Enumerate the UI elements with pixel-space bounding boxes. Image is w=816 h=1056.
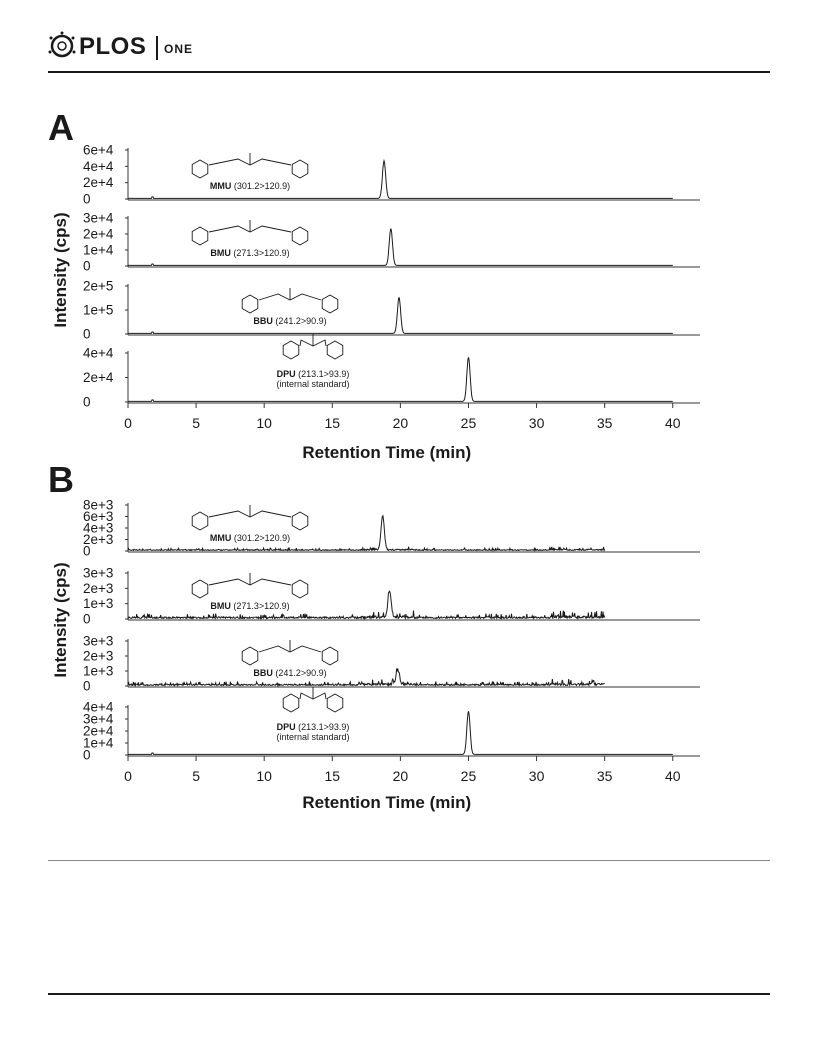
compound-name: MMU (209, 533, 232, 543)
chromatogram-line (128, 357, 673, 401)
x-tick-label: 10 (256, 415, 272, 431)
panel-label: B (48, 459, 74, 500)
chromatogram-line (128, 669, 605, 686)
molecule-structure-icon (242, 640, 338, 665)
x-tick-label: 20 (392, 415, 409, 431)
chromatogram-line (128, 298, 673, 334)
x-axis-label: Retention Time (min) (302, 793, 472, 812)
compound-label (253, 316, 326, 326)
y-tick-label: 6e+4 (83, 142, 114, 158)
x-tick-label: 0 (124, 415, 132, 431)
trace-dpu (83, 687, 700, 763)
x-tick-label: 0 (124, 768, 132, 784)
trace-bmu (83, 566, 700, 627)
compound-name: BMU (210, 601, 231, 611)
x-tick-label: 25 (460, 415, 477, 431)
compound-label (210, 248, 289, 258)
compound-label (210, 601, 289, 611)
y-tick-label: 2e+3 (83, 532, 114, 547)
mrm-transition: (241.2>90.9) (272, 316, 327, 326)
y-tick-label: 0 (83, 258, 91, 274)
compound-name: BBU (253, 316, 273, 326)
y-tick-label: 2e+4 (83, 226, 114, 242)
molecule-structure-icon (192, 220, 308, 245)
y-tick-label: 2e+4 (83, 723, 114, 739)
trace-bbu (83, 634, 700, 694)
molecule-structure-icon (242, 288, 338, 313)
y-tick-label: 1e+5 (83, 302, 114, 318)
x-tick-label: 20 (392, 768, 409, 784)
compound-name: MMU (209, 181, 232, 191)
compound-name: BMU (210, 248, 231, 258)
chromatogram-line (128, 591, 605, 618)
molecule-structure-icon (283, 334, 343, 359)
figure-bottom-rule (48, 860, 770, 861)
x-tick-label: 5 (192, 415, 200, 431)
x-tick-label: 15 (324, 768, 341, 784)
trace-dpu (83, 334, 700, 410)
chromatogram-line (128, 161, 673, 199)
molecule-structure-icon (192, 573, 308, 598)
y-tick-label: 0 (83, 611, 91, 627)
compound-label (277, 369, 350, 379)
y-tick-label: 1e+3 (83, 663, 114, 679)
y-tick-label: 2e+3 (83, 648, 114, 664)
molecule-structure-icon (283, 687, 343, 712)
compound-name: DPU (276, 369, 296, 379)
x-tick-label: 10 (256, 768, 272, 784)
y-tick-label: 4e+4 (83, 158, 114, 174)
y-tick-label: 0 (83, 394, 91, 410)
page-bottom-rule (48, 993, 770, 995)
trace-mmu (83, 143, 700, 207)
x-tick-label: 15 (324, 415, 341, 431)
y-tick-label: 4e+3 (83, 520, 114, 536)
journal-name: ONE (164, 42, 194, 56)
x-tick-label: 40 (664, 768, 681, 784)
mrm-transition: (301.2>120.9) (231, 533, 291, 543)
internal-standard-note: (internal standard) (276, 732, 350, 742)
compound-name: DPU (276, 722, 296, 732)
y-tick-label: 1e+3 (83, 596, 114, 612)
x-axis-label: Retention Time (min) (302, 443, 472, 462)
y-tick-label: 0 (83, 747, 91, 763)
trace-bmu (83, 211, 700, 274)
mrm-transition: (301.2>120.9) (231, 181, 291, 191)
y-tick-label: 2e+5 (83, 278, 114, 294)
x-tick-label: 5 (192, 768, 200, 784)
y-tick-label: 4e+4 (83, 699, 114, 715)
x-tick-label: 40 (664, 415, 681, 431)
y-axis-label: Intensity (cps) (51, 562, 70, 678)
internal-standard-note: (internal standard) (276, 379, 350, 389)
y-tick-label: 3e+3 (83, 633, 114, 649)
mrm-transition: (213.1>93.9) (295, 369, 350, 379)
mrm-transition: (271.3>120.9) (230, 248, 290, 258)
x-tick-label: 35 (596, 415, 613, 431)
y-tick-label: 4e+4 (83, 345, 114, 361)
compound-label (277, 722, 350, 732)
chromatogram-line (128, 711, 673, 754)
y-tick-label: 1e+4 (83, 735, 114, 751)
chromatogram-line (128, 516, 605, 551)
compound-label (253, 668, 326, 678)
compound-label (210, 533, 290, 543)
molecule-structure-icon (192, 505, 308, 530)
y-tick-label: 3e+3 (83, 565, 114, 581)
panel-label: A (48, 107, 74, 148)
molecule-structure-icon (192, 153, 308, 178)
y-tick-label: 2e+3 (83, 580, 114, 596)
y-tick-label: 0 (83, 678, 91, 694)
y-tick-label: 0 (83, 326, 91, 342)
x-tick-label: 30 (528, 768, 545, 784)
y-axis-label: Intensity (cps) (51, 212, 70, 328)
x-tick-label: 30 (528, 415, 545, 431)
trace-bbu (83, 279, 700, 342)
compound-name: BBU (253, 668, 273, 678)
y-tick-label: 6e+3 (83, 509, 114, 524)
mrm-transition: (241.2>90.9) (272, 668, 327, 678)
trace-mmu (83, 498, 700, 559)
chart-panel-b (48, 459, 700, 812)
chart-panel-a (48, 107, 700, 462)
y-tick-label: 3e+4 (83, 711, 114, 727)
y-tick-label: 0 (83, 191, 91, 207)
y-tick-label: 3e+4 (83, 210, 114, 226)
mrm-transition: (271.3>120.9) (230, 601, 290, 611)
y-tick-label: 8e+3 (83, 497, 114, 513)
logo-text: PLOS (79, 33, 147, 60)
mrm-transition: (213.1>93.9) (295, 722, 350, 732)
x-tick-label: 25 (460, 768, 477, 784)
y-tick-label: 2e+4 (83, 175, 114, 191)
x-tick-label: 35 (596, 768, 613, 784)
y-tick-label: 1e+4 (83, 242, 114, 258)
compound-label (210, 181, 290, 191)
y-tick-label: 0 (83, 543, 91, 559)
y-tick-label: 2e+4 (83, 370, 114, 385)
